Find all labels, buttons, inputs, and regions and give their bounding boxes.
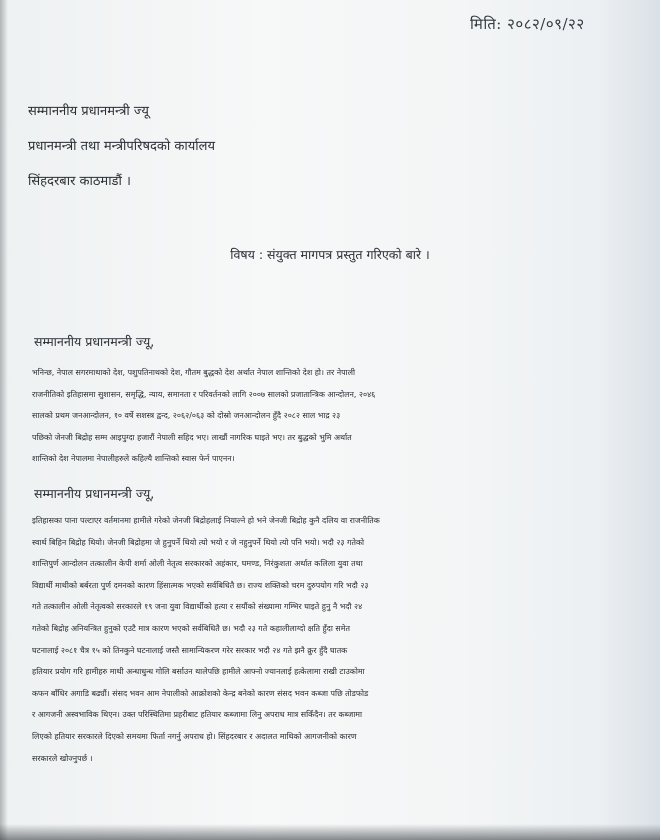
page-bottom-shadow bbox=[0, 824, 660, 840]
paragraph-line: कफन बाँधिर अगाडि बढ्यौं। संसद भवन आम नेपालीको आक्रोशको केन्द्र बनेको कारण संसद भवन कब्जा पछि तोडफोड bbox=[32, 688, 369, 698]
paragraph-line: पछिको जेनजी बिद्रोह सम्म आइपुग्दा हजारौं नेपाली सहिद भए। लाखौं नागरिक घाइते भए। तर बुद्धको भुमि अर्थात bbox=[32, 432, 352, 442]
paragraph-line: गतेको बिद्रोह अनियन्त्रित हुनुको एउटै मात्र कारण भएको सर्वबिधितै छ। भदौ २३ गते कहालीलाग्दो क्षति हुँदा समेत bbox=[32, 623, 350, 633]
paragraph-line: स्वार्थ बिहिन बिद्रोह थियो। जेनजी बिद्रोहमा जे हुनुपर्ने थियो त्यो भयो र जे नहुनुपर्ने थियो त्यो पनि भयो। भदौ २३ गतेको bbox=[32, 537, 365, 547]
paragraph-line: राजनीतिको इतिहासमा सुशासन, समृद्धि, न्याय, समानता र परिवर्तनको लागि २००७ सालको प्रजातान्त्रिक आन्दोलन, २०४६ bbox=[32, 389, 376, 399]
paragraph-line: हतियार प्रयोग गरि हामीहरु माथी अन्धाधुन्ध गोलि बर्साउन थालेपछि हामीले आफ्नो ज्यानलाई हत्केलामा राखी टाउकोमा bbox=[32, 667, 365, 677]
letter-date: मिति: २०८२/०९/२२ bbox=[470, 15, 585, 33]
paragraph-line: लिएको हतियार सरकारले दिएको समयमा फिर्ता नगर्नु अपराध हो। सिंहदरबार र अदालत माथिको आगजनीको कारण bbox=[32, 731, 357, 741]
salutation-1: सम्माननीय प्रधानमन्त्री ज्यू, bbox=[34, 334, 155, 349]
paragraph-line: गते तत्कालीन ओली नेतृत्वको सरकारले १९ जना युवा विद्यार्थीको हत्या र सयौंको संख्यामा गम्भिर घाइते हुनु नै भदौ २४ bbox=[32, 602, 363, 612]
page-edge-shadow bbox=[0, 0, 8, 840]
recipient-office: प्रधानमन्त्री तथा मन्त्रीपरिषदको कार्यालय bbox=[28, 139, 215, 154]
paragraph-line: इतिहासका पाना पल्टाएर वर्तमानमा हामीले गरेको जेनजी बिद्रोहलाई नियाल्ने हो भने जेनजी बिद्रोह कुनै दलिय वा राजनीतिक bbox=[32, 516, 380, 525]
paragraph-line: सालको प्रथम जनआन्दोलन, १० वर्षे सशस्त्र द्वन्द, २०६२/०६३ को दोस्रो जनआन्दोलन हुँदै २०८२ साल भाद्र २३ bbox=[32, 411, 341, 421]
paragraph-2 bbox=[32, 510, 640, 769]
paragraph-line: विद्यार्थी माथीको बर्बरता पुर्ण दमनको कारण हिंसात्मक भएको सर्वबिधितै छ। राज्य शक्तिको चरम दुरुपयोग गरि भदौ २३ bbox=[32, 580, 369, 590]
letter-subject: विषय : संयुक्त मागपत्र प्रस्तुत गरिएको बारे । bbox=[230, 247, 430, 262]
recipient-title: सम्माननीय प्रधानमन्त्री ज्यू bbox=[28, 104, 149, 119]
salutation-2: सम्माननीय प्रधानमन्त्री ज्यू, bbox=[34, 486, 155, 501]
paragraph-line: शान्तिपुर्ण आन्दोलन तत्कालीन केपी शर्मा ओली नेतृत्व सरकारको अहंकार, घमण्ड, निरंकुशता अर्थात कलिला युवा तथा bbox=[32, 559, 363, 569]
paragraph-line: शान्तिको देश नेपालमा नेपालीहरुले कहिल्यै शान्तिको स्वास फेर्न पाएनन। bbox=[32, 454, 235, 464]
paragraph-line: घटनालाई २०८१ चैत्र १५ को तिनकुने घटनालाई जस्तै सामान्यिकरण गरेर सरकार भदौ २४ गते झनै क्रुर हुँदै घातक bbox=[32, 645, 348, 655]
paragraph-line: सरकारले खोज्नुपर्छ । bbox=[32, 753, 93, 763]
paragraph-1 bbox=[32, 362, 640, 470]
paragraph-line: र आगजनी अस्वभाविक थिएन। उक्त परिस्थितिमा प्रहरीबाट हतियार कब्जामा लिनु अपराध मात्र सकिँदैन। तर कब्जामा bbox=[32, 710, 363, 720]
paragraph-line: भनिन्छ, नेपाल सगरमाथाको देश, पशुपतिनाथको देश, गौतम बुद्धको देश अर्थात नेपाल शान्तिको देश हो। तर नेपाली bbox=[32, 368, 355, 377]
recipient-location: सिंहदरबार काठमाडौं । bbox=[28, 174, 131, 189]
